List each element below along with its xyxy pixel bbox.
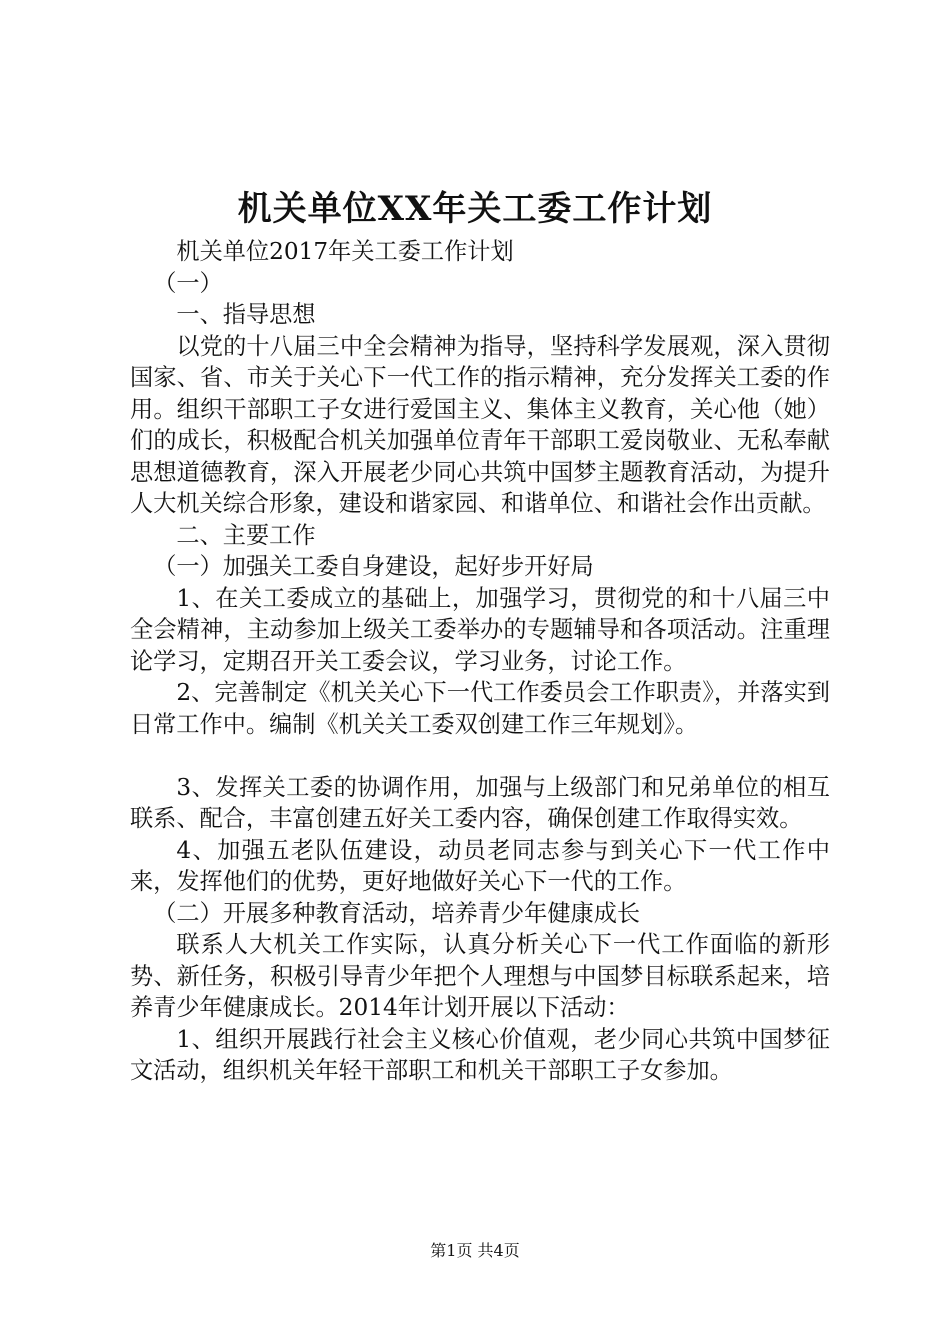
document-title: 机关单位XX年关工委工作计划	[237, 189, 713, 229]
paragraph-part-number: （一）	[153, 269, 223, 297]
paragraph-guiding-ideology: 以党的十八届三中全会精神为指导，坚持科学发展观，深入贯彻国家、省、市关于关心下一代工作的指示精神，充分发挥关工委的作用。组织干部职工子女进行爱国主义、集体主义教育，关心他（她）们的成长，积极配合机关加强单位青年干部职工爱岗敬业、无私奉献思想道德教育，深入开展老少同心共筑中国梦主题教育活动，为提升人大机关综合形象，建设和谐家园、和谐单位、和谐社会作出贡献。	[130, 332, 830, 517]
subheading-education-activities: （二）开展多种教育活动，培养青少年健康成长	[153, 899, 641, 927]
page-number: 第1页 共4页	[430, 1241, 520, 1260]
paragraph-item-3: 3、发挥关工委的协调作用，加强与上级部门和兄弟单位的相互联系、配合，丰富创建五好关工委内容，确保创建工作取得实效。	[130, 773, 830, 832]
heading-guiding-ideology: 一、指导思想	[176, 301, 316, 328]
paragraph-item-2: 2、完善制定《机关关心下一代工作委员会工作职责》，并落实到日常工作中。编制《机关关工委双创建工作三年规划》。	[130, 679, 830, 738]
paragraph-item-4: 4、加强五老队伍建设，动员老同志参与到关心下一代工作中来，发挥他们的优势，更好地做好关心下一代的工作。	[130, 836, 830, 895]
subheading-self-construction: （一）加强关工委自身建设，起好步开好局	[153, 553, 594, 580]
paragraph-activities-intro: 联系人大机关工作实际，认真分析关心下一代工作面临的新形势、新任务，积极引导青少年把个人理想与中国梦目标联系起来，培养青少年健康成长。2014年计划开展以下活动：	[130, 931, 830, 1021]
paragraph-activity-1: 1、组织开展践行社会主义核心价值观，老少同心共筑中国梦征文活动，组织机关年轻干部职工和机关干部职工子女参加。	[130, 1025, 830, 1084]
paragraph-subtitle: 机关单位2017年关工委工作计划	[176, 238, 514, 265]
paragraph-item-1: 1、在关工委成立的基础上，加强学习，贯彻党的和十八届三中全会精神，主动参加上级关工委举办的专题辅导和各项活动。注重理论学习，定期召开关工委会议，学习业务，讨论工作。	[130, 584, 830, 675]
heading-main-work: 二、主要工作	[176, 521, 316, 549]
document-body	[130, 236, 830, 1087]
